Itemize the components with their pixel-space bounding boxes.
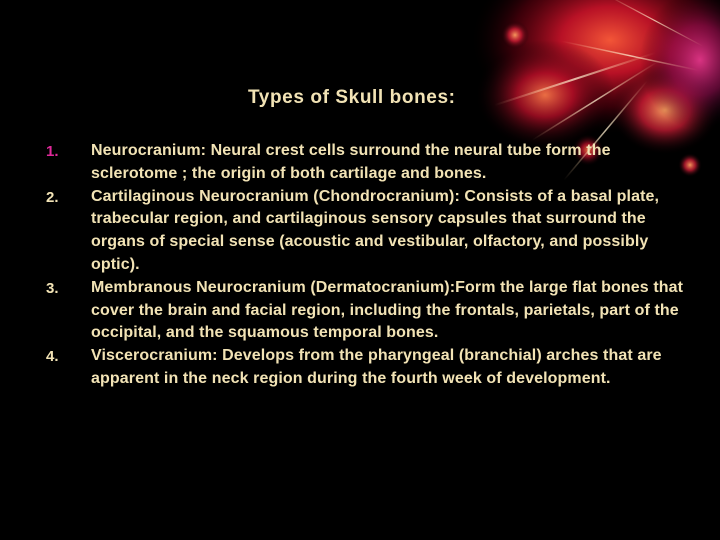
list-item-number: 1.: [46, 143, 59, 160]
list-item: [0, 140, 720, 186]
list-item-text: Neurocranium: Neural crest cells surround the neural tube form the sclerotome ; the origin of both cartilage and bones.: [91, 142, 611, 182]
list-item-text: Cartilaginous Neurocranium (Chondrocranium): Consists of a basal plate, trabecular region, and cartilaginous sensory capsules that surround the organs of special sense (acoustic and vestibular, olfactory, and possibly optic).: [91, 187, 660, 273]
orb-dot-1: [501, 21, 529, 49]
orb-medium: [475, 40, 615, 150]
list-item-text: Viscerocranium: Develops from the pharyngeal (branchial) arches that are apparent in the neck region during the fourth week of development.: [91, 347, 662, 387]
skull-bone-types-list: [0, 140, 720, 391]
list-item: [0, 186, 720, 277]
list-item-number: 2.: [46, 188, 59, 206]
list-item: [0, 345, 720, 391]
list-item-number: 4.: [46, 348, 59, 366]
list-item-text: Membranous Neurocranium (Dermatocranium):Form the large flat bones that cover the brain and facial region, including the frontals, parietals, part of the occipital, and the squamous temporal bones.: [91, 278, 684, 342]
list-item: [0, 277, 720, 345]
slide-title: Types of Skull bones:: [248, 87, 456, 108]
list-item-number: 3.: [46, 279, 59, 297]
